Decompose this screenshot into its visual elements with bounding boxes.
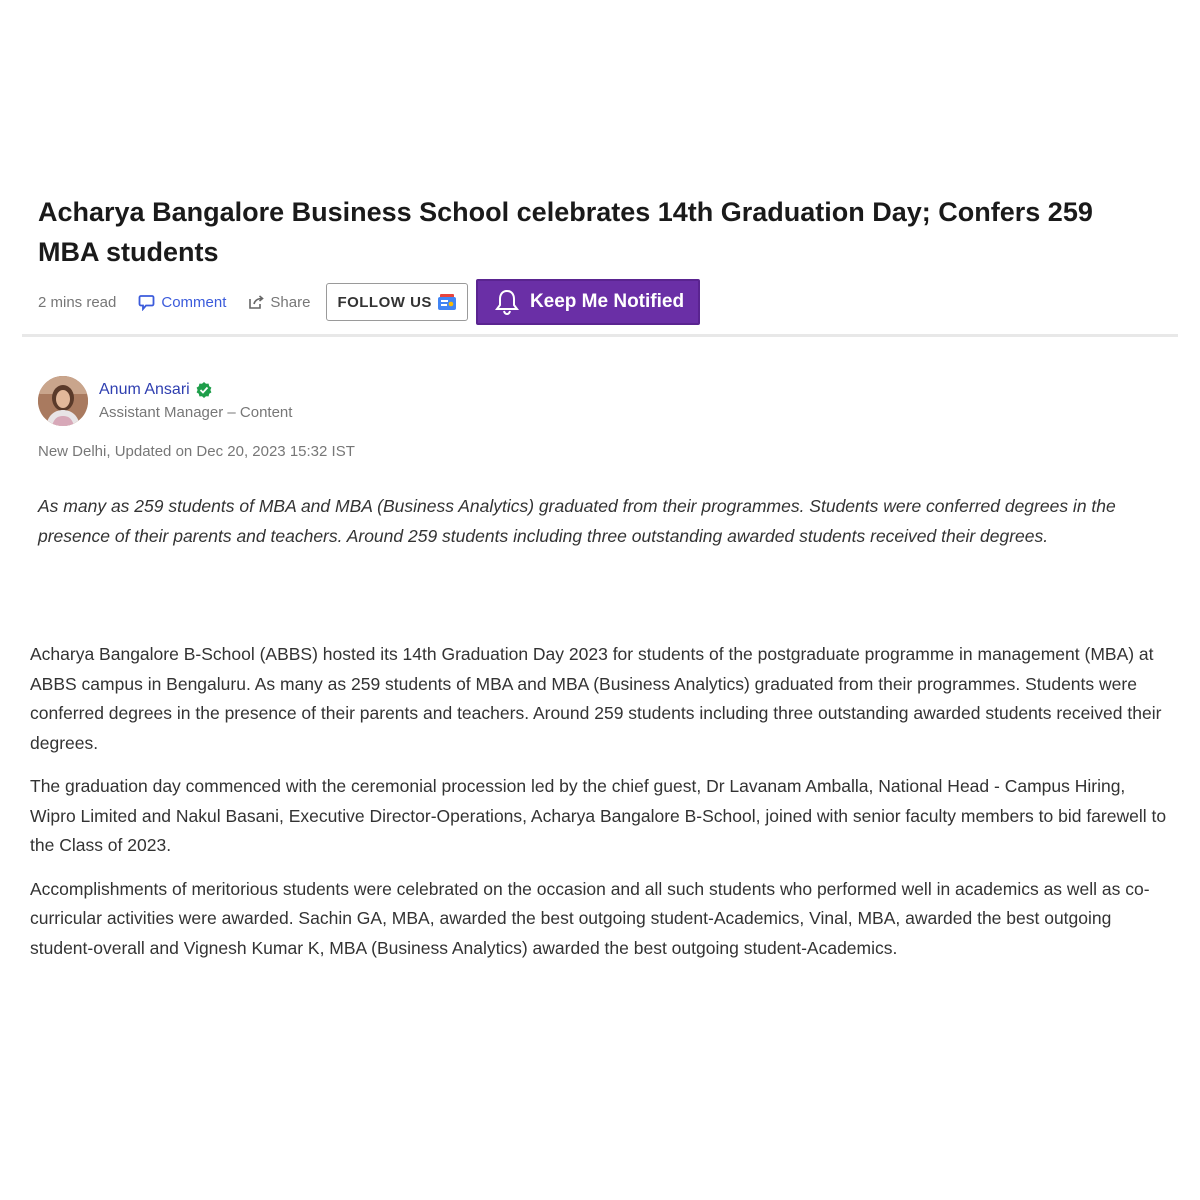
- bell-icon: [494, 288, 520, 316]
- article-headline: Acharya Bangalore Business School celebrates 14th Graduation Day; Confers 259 MBA students: [38, 197, 1093, 267]
- share-link[interactable]: [248, 294, 310, 311]
- author-role: Assistant Manager – Content: [99, 404, 293, 421]
- article-summary: As many as 259 students of MBA and MBA (Business Analytics) graduated from their programmes. Students were conferred degrees in the presence of their parents and teachers. Around 259 students including three outstanding awarded students received their degrees.: [38, 496, 1116, 546]
- author-block: [38, 376, 292, 426]
- google-news-icon: [437, 293, 457, 311]
- verified-badge-icon: [195, 381, 213, 399]
- article-meta-bar: [38, 279, 1158, 325]
- author-info: [99, 381, 292, 421]
- read-time: 2 mins read: [38, 293, 117, 311]
- body-paragraph: Acharya Bangalore B-School (ABBS) hosted its 14th Graduation Day 2023 for students of the postgraduate programme in management (MBA) at ABBS campus in Bengaluru. As many as 259 students of MBA and MBA (Business Analytics) graduated from their programmes. Students were conferred degrees in the presence of their parents and teachers. Around 259 students including three outstanding awarded students received their degrees.: [30, 644, 1162, 753]
- header-divider: [22, 334, 1178, 337]
- keep-me-notified-button[interactable]: [476, 279, 700, 325]
- share-label: Share: [270, 293, 311, 311]
- author-name[interactable]: Anum Ansari: [99, 381, 190, 398]
- author-avatar[interactable]: [38, 376, 88, 426]
- comment-link[interactable]: [138, 294, 226, 311]
- comment-icon: [138, 294, 155, 311]
- body-paragraph: The graduation day commenced with the ceremonial procession led by the chief guest, Dr Lavanam Amballa, National Head - Campus Hiring, Wipro Limited and Nakul Basani, Executive Director-Operations, Acharya Bangalore B-School, joined with senior faculty members to bid farewell to the Class of 2023.: [30, 776, 1167, 855]
- article-dateline: New Delhi, Updated on Dec 20, 2023 15:32 IST: [38, 443, 355, 460]
- follow-us-button[interactable]: [326, 283, 468, 321]
- share-icon: [248, 294, 265, 310]
- follow-us-label: FOLLOW US: [337, 293, 432, 311]
- comment-label: Comment: [161, 293, 227, 311]
- keep-me-notified-label: Keep Me Notified: [529, 291, 685, 312]
- body-paragraph: Accomplishments of meritorious students were celebrated on the occasion and all such students who performed well in academics as well as co-curricular activities were awarded. Sachin GA, MBA, awarded the best outgoing student-Academics, Vinal, MBA, awarded the best outgoing student-overall and Vignesh Kumar K, MBA (Business Analytics) awarded the best outgoing student-Academics.: [30, 878, 1150, 958]
- author-name-row: [99, 381, 292, 399]
- article-body: [30, 640, 1170, 977]
